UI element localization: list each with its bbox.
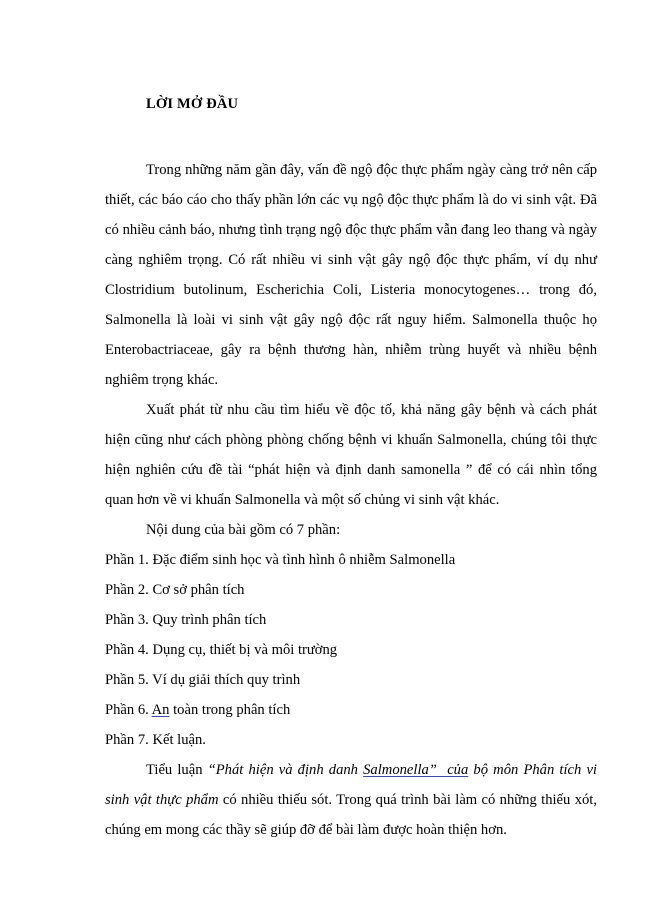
list-item [105,545,597,575]
list-item [105,635,597,665]
title-spacer [105,113,597,155]
part-prefix: Phần 4. [105,642,153,659]
part-prefix: Phần 1. [105,552,153,569]
part-text: Kết luận. [152,732,206,749]
document-body [105,96,597,845]
part-prefix: Phần 5. [105,672,153,689]
closing-title-italic-second: bộ môn Phân tích vi sinh vật thực phẩm [105,762,597,809]
part-prefix: Phần 7. [105,732,153,749]
part-prefix: Phần 6. [105,702,152,719]
paragraph-motivation: Xuất phát từ nhu cầu tìm hiểu về độc tố, khả năng gây bệnh và cách phát hiện cũng như cách phòng phòng chống bệnh vi khuẩn Salmonella, chúng tôi thực hiện nghiên cứu đề tài “phát hiện và định danh samonella ” để có cái nhìn tổng quan hơn về vi khuẩn Salmonella và một số chủng vi sinh vật khác. [105,402,597,509]
closing-title-italic-first: “Phát hiện và định danh [207,762,364,779]
parts-list [105,545,597,755]
list-item [105,695,597,725]
list-item [105,665,597,695]
part-text: toàn trong phân tích [169,702,291,719]
part-text: Cơ sở phân tích [152,582,245,599]
part-text: Đặc điểm sinh học và tình hình ô nhiễm Salmonella [152,552,456,569]
list-item [105,725,597,755]
page-title: LỜI MỞ ĐẦU [146,96,239,112]
paragraph-intro-problem: Trong những năm gần đây, vấn đề ngộ độc thực phẩm ngày càng trở nên cấp thiết, các báo cáo cho thấy phần lớn các vụ ngộ độc thực phẩm là do vi sinh vật. Đã có nhiều cảnh báo, nhưng tình trạng ngộ độc thực phẩm vẫn đang leo thang và ngày càng nghiêm trọng. Có rất nhiều vi sinh vật gây ngộ độc thực phẩm, ví dụ như Clostridium butolinum, Escherichia Coli, Listeria monocytogenes… trong đó, Salmonella là loài vi sinh vật gây ngộ độc rất nguy hiểm. Salmonella thuộc họ Enterobactriaceae, gây ra bệnh thương hàn, nhiễm trùng huyết và nhiều bệnh nghiêm trọng khác. [105,162,597,389]
list-item [105,575,597,605]
closing-rest: có nhiều thiếu sót. Trong quá trình bài làm có những thiếu xót, chúng em mong các thầy sẽ giúp đỡ để bài làm được hoàn thiện hơn. [105,792,597,839]
list-item [105,605,597,635]
part-text: Quy trình phân tích [152,612,267,629]
spellcheck-underlined-phrase: Salmonella” của [363,762,469,779]
part-prefix: Phần 3. [105,612,153,629]
part-text: Dụng cụ, thiết bị và môi trường [152,642,338,659]
paragraph-closing-remarks [105,755,597,845]
part-text: Ví dụ giải thích quy trình [152,672,301,689]
closing-lead: Tiểu luận [146,762,208,779]
paragraph-contents-lead: Nội dung của bài gồm có 7 phần: [146,522,341,539]
spellcheck-underlined-word: An [151,702,170,719]
part-prefix: Phần 2. [105,582,153,599]
